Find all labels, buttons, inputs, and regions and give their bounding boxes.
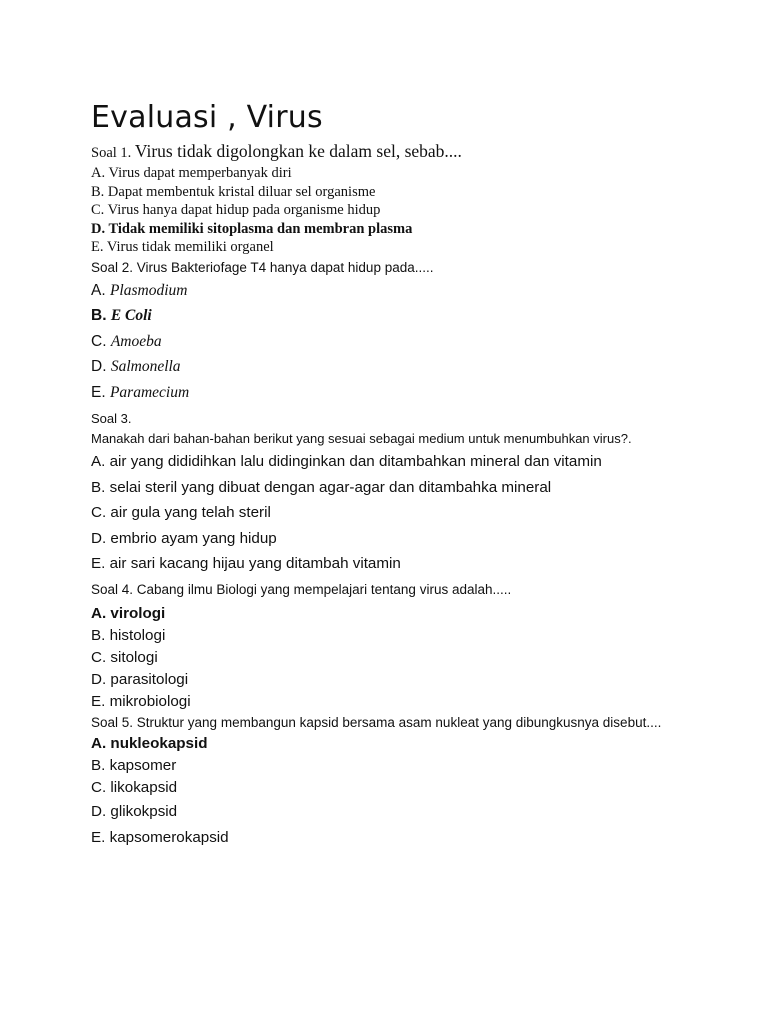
option-letter: A.: [91, 453, 106, 470]
option-text: air yang dididihkan lalu didinginkan dan ditambahkan mineral dan vitamin: [109, 453, 602, 470]
question-2-option-e: [91, 380, 751, 406]
option-text: selai steril yang dibuat dengan agar-agar dan ditambahka mineral: [109, 478, 552, 496]
option-letter: D.: [91, 358, 107, 375]
question-4-option-c: [91, 647, 751, 669]
option-text: parasitologi: [110, 670, 189, 688]
option-text: glikokpsid: [110, 802, 178, 820]
question-2-option-a: [91, 278, 751, 304]
option-letter: E.: [91, 828, 106, 846]
option-text: histologi: [109, 626, 166, 644]
option-letter: E.: [91, 692, 106, 710]
option-text: virologi: [110, 604, 166, 622]
question-1-label: Soal 1.: [91, 145, 132, 161]
option-letter: E.: [91, 239, 104, 255]
question-3-label: Soal 3.: [91, 411, 132, 426]
option-text: Virus hanya dapat hidup pada organisme hidup: [107, 202, 381, 218]
option-letter: A.: [91, 281, 106, 299]
option-letter: A.: [91, 604, 107, 622]
option-letter: D.: [91, 220, 106, 237]
option-text: kapsomer: [109, 756, 177, 774]
option-letter: D.: [91, 670, 107, 688]
option-letter: A.: [91, 165, 106, 181]
option-text: Amoeba: [110, 332, 162, 350]
question-2-option-d: [91, 354, 751, 380]
question-5-text: Soal 5. Struktur yang membangun kapsid bersama asam nukleat yang dibungkusnya disebut....: [91, 714, 662, 730]
option-text: Dapat membentuk kristal diluar sel organisme: [107, 183, 376, 200]
question-2-text: Soal 2. Virus Bakteriofage T4 hanya dapat hidup pada.....: [91, 259, 434, 275]
option-letter: B.: [91, 183, 105, 200]
question-3-option-d: [91, 526, 751, 552]
option-letter: E.: [91, 555, 106, 572]
question-4-option-d: [91, 669, 751, 691]
option-letter: C.: [91, 778, 107, 796]
question-1-option-c: [91, 201, 751, 220]
option-letter: A.: [91, 734, 107, 752]
option-letter: B.: [91, 626, 106, 644]
option-text: embrio ayam yang hidup: [110, 529, 277, 547]
option-text: nukleokapsid: [110, 734, 208, 752]
question-5-option-b: [91, 755, 751, 777]
question-1: [91, 140, 751, 164]
question-5-option-d: [91, 799, 751, 825]
option-text: sitologi: [110, 648, 158, 666]
option-letter: C.: [91, 648, 107, 666]
question-5-option-a-answer: [91, 733, 751, 755]
question-4-text: Soal 4. Cabang ilmu Biologi yang mempelajari tentang virus adalah.....: [91, 581, 512, 597]
question-3-option-c: [91, 500, 751, 526]
document-title: Evaluasi , Virus: [91, 100, 323, 135]
option-text: E Coli: [110, 307, 152, 324]
option-letter: D.: [91, 529, 107, 547]
question-2-option-b-answer: [91, 303, 751, 329]
question-4-option-e: [91, 691, 751, 713]
option-letter: D.: [91, 802, 107, 820]
question-3-option-b: [91, 475, 751, 501]
option-text: Paramecium: [109, 383, 190, 401]
question-5-option-c: [91, 777, 751, 799]
option-text: kapsomerokapsid: [109, 828, 229, 846]
option-letter: C.: [91, 202, 105, 218]
question-3-option-e: [91, 551, 751, 577]
question-4-option-b: [91, 625, 751, 647]
option-letter: E.: [91, 383, 106, 401]
question-1-option-e: [91, 238, 751, 257]
option-text: Tidak memiliki sitoplasma dan membran plasma: [108, 220, 413, 237]
option-letter: C.: [91, 504, 107, 521]
option-text: Virus dapat memperbanyak diri: [108, 165, 292, 181]
question-1-option-b: [91, 183, 751, 202]
option-text: likokapsid: [110, 778, 178, 796]
option-text: Salmonella: [110, 358, 181, 375]
option-letter: B.: [91, 307, 107, 324]
option-text: mikrobiologi: [109, 692, 191, 710]
question-2-option-c: [91, 329, 751, 355]
option-text: Virus tidak memiliki organel: [106, 239, 274, 255]
question-1-option-d-answer: [91, 220, 751, 239]
option-text: Plasmodium: [109, 281, 188, 299]
option-letter: B.: [91, 478, 106, 496]
question-5-option-e: [91, 825, 751, 851]
question-3-option-a: [91, 449, 751, 475]
option-text: air sari kacang hijau yang ditambah vitamin: [109, 555, 401, 572]
question-1-option-a: [91, 164, 751, 183]
document-page: [91, 98, 751, 851]
option-letter: C.: [91, 332, 107, 350]
question-1-text: Virus tidak digolongkan ke dalam sel, sebab....: [134, 141, 462, 161]
question-3-text: Manakah dari bahan-bahan berikut yang sesuai sebagai medium untuk menumbuhkan virus?.: [91, 431, 632, 446]
option-text: air gula yang telah steril: [110, 504, 271, 521]
question-4-option-a-answer: [91, 603, 751, 625]
option-letter: B.: [91, 756, 106, 774]
